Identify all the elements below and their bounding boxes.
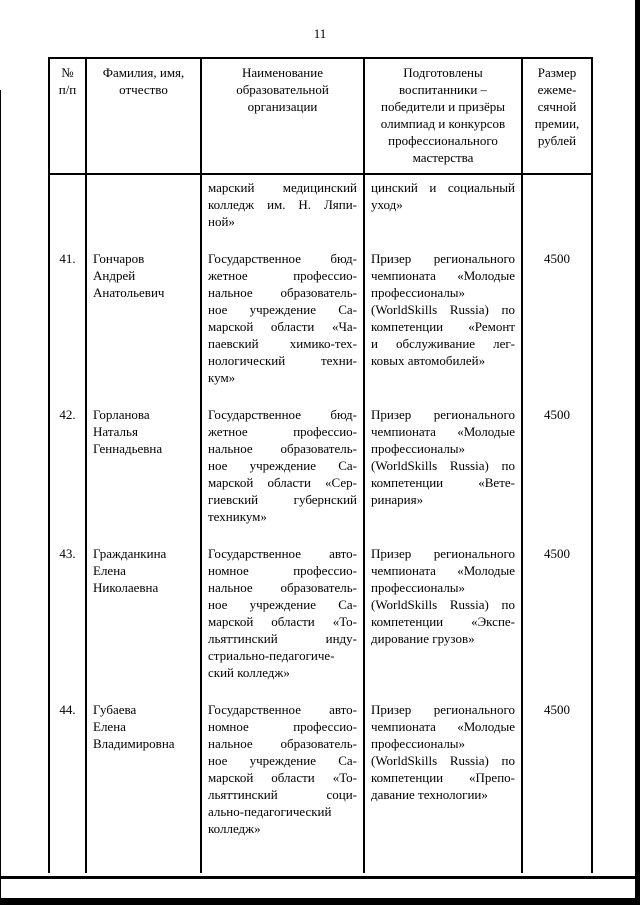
text-line: Призер регионального xyxy=(371,546,515,561)
cell-organization xyxy=(201,402,364,541)
cell-organization xyxy=(201,246,364,402)
table-filler-row xyxy=(49,853,592,873)
text-line: льяттинский инду- xyxy=(208,631,357,646)
cell-achievement xyxy=(364,697,522,853)
table-header-row xyxy=(49,58,592,174)
text-line: Подготовлены xyxy=(403,65,483,80)
text-line: Размер xyxy=(537,65,577,80)
cell-empty xyxy=(364,853,522,873)
text-line: Губаева xyxy=(93,702,137,717)
text-line: профессионалы» xyxy=(371,441,466,456)
cell-num: 42. xyxy=(49,402,86,541)
text-line: Призер регионального xyxy=(371,702,515,717)
cell-name xyxy=(86,246,201,402)
text-line: марской области «То- xyxy=(208,770,357,785)
text-line: ное учреждение Са- xyxy=(208,302,357,317)
text-line: Наталья xyxy=(93,424,138,439)
cell-amount: 4500 xyxy=(522,541,592,697)
text-line: профессионалы» xyxy=(371,736,466,751)
text-line: (WorldSkills Russia) по xyxy=(371,302,515,317)
page-number: 11 xyxy=(313,26,327,41)
text-line: Елена xyxy=(93,719,126,734)
text-line: Призер регионального xyxy=(371,407,515,422)
text-line: жетное профессио- xyxy=(208,424,357,439)
text-line: ное учреждение Са- xyxy=(208,753,357,768)
cell-name xyxy=(86,697,201,853)
text-line: Государственное бюд- xyxy=(208,407,357,422)
text-line: компетенции «Экспе- xyxy=(371,614,515,629)
text-line: жетное профессио- xyxy=(208,268,357,283)
cell-achievement xyxy=(364,246,522,402)
text-line: уход» xyxy=(371,197,403,212)
text-line: ринария» xyxy=(371,492,424,507)
cell-num: 44. xyxy=(49,697,86,853)
header-amount xyxy=(522,58,592,174)
text-line: марской области «Сер- xyxy=(208,475,357,490)
text-line: и обслуживание лег- xyxy=(371,336,515,351)
text-line: Елена xyxy=(93,563,126,578)
table-row xyxy=(49,246,592,402)
text-line: Призер регионального xyxy=(371,251,515,266)
text-line: (WorldSkills Russia) по xyxy=(371,597,515,612)
cell-empty xyxy=(86,853,201,873)
text-line: образовательной xyxy=(236,82,329,97)
text-line: ное учреждение Са- xyxy=(208,458,357,473)
header-org xyxy=(201,58,364,174)
text-line: Государственное авто- xyxy=(208,702,357,717)
text-line: марской области «То- xyxy=(208,614,357,629)
header-prize xyxy=(364,58,522,174)
scan-edge-left xyxy=(0,90,1,905)
text-line: Николаевна xyxy=(93,580,159,595)
cell-num: 43. xyxy=(49,541,86,697)
text-line: п/п xyxy=(58,82,77,97)
cell-name xyxy=(86,402,201,541)
cell-achievement xyxy=(364,541,522,697)
text-line: ковых автомобилей» xyxy=(371,353,486,368)
text-line: номное профессио- xyxy=(208,563,357,578)
text-line: Владимировна xyxy=(93,736,175,751)
cell-achievement xyxy=(364,174,522,246)
text-line: воспитанники – xyxy=(398,82,488,97)
text-line: организации xyxy=(247,99,318,114)
text-line: Наименование xyxy=(242,65,323,80)
text-line: гиевский губернский xyxy=(208,492,357,507)
text-line: олимпиад и конкурсов xyxy=(380,116,506,131)
text-line: ский колледж» xyxy=(208,665,290,680)
table-row xyxy=(49,174,592,246)
cell-organization xyxy=(201,697,364,853)
text-line: чемпионата «Молодые xyxy=(371,424,515,439)
cell-organization xyxy=(201,174,364,246)
text-line: нологический техни- xyxy=(208,353,357,368)
cell-amount: 4500 xyxy=(522,246,592,402)
text-line: Геннадьевна xyxy=(93,441,163,456)
text-line: нальное образователь- xyxy=(208,285,357,300)
page-bottom-rule xyxy=(0,876,640,879)
cell-amount xyxy=(522,174,592,246)
text-line: ежеме- xyxy=(537,82,577,97)
text-line: номное профессио- xyxy=(208,719,357,734)
text-line: паевский химико-тех- xyxy=(208,336,357,351)
text-line: давание технологии» xyxy=(371,787,488,802)
text-line: колледж им. Н. Ляпи- xyxy=(208,197,357,212)
cell-name xyxy=(86,541,201,697)
text-line: чемпионата «Молодые xyxy=(371,563,515,578)
cell-num: 41. xyxy=(49,246,86,402)
text-line: профессионального xyxy=(388,133,498,148)
table-body xyxy=(49,174,592,873)
text-line: Гончаров xyxy=(93,251,145,266)
text-line: ное учреждение Са- xyxy=(208,597,357,612)
text-line: Андрей xyxy=(93,268,136,283)
text-line: техникум» xyxy=(208,509,267,524)
text-line: мастерства xyxy=(412,150,474,165)
cell-achievement xyxy=(364,402,522,541)
cell-empty xyxy=(49,853,86,873)
table-row xyxy=(49,697,592,853)
table-row xyxy=(49,541,592,697)
text-line: (WorldSkills Russia) по xyxy=(371,458,515,473)
cell-amount: 4500 xyxy=(522,697,592,853)
text-line: премии, xyxy=(534,116,580,131)
text-line: стриально-педагогиче- xyxy=(208,648,335,663)
text-line: чемпионата «Молодые xyxy=(371,268,515,283)
text-line: нальное образователь- xyxy=(208,580,357,595)
scan-edge-right xyxy=(635,0,640,905)
text-line: ной» xyxy=(208,214,235,229)
header-num xyxy=(49,58,86,174)
text-line: профессионалы» xyxy=(371,285,466,300)
text-line: (WorldSkills Russia) по xyxy=(371,753,515,768)
text-line: Фамилия, имя, xyxy=(102,65,185,80)
text-line: компетенции «Ремонт xyxy=(371,319,515,334)
text-line: компетенции «Препо- xyxy=(371,770,515,785)
cell-name xyxy=(86,174,201,246)
text-line: нальное образователь- xyxy=(208,441,357,456)
text-line: Анатольевич xyxy=(93,285,165,300)
text-line: цинский и социальный xyxy=(371,180,515,195)
text-line: нальное образователь- xyxy=(208,736,357,751)
text-line: кум» xyxy=(208,370,236,385)
header-name xyxy=(86,58,201,174)
text-line: марский медицинский xyxy=(208,180,357,195)
cell-empty xyxy=(522,853,592,873)
text-line: ально-педагогический xyxy=(208,804,332,819)
text-line: Государственное бюд- xyxy=(208,251,357,266)
text-line: льяттинский соци- xyxy=(208,787,357,802)
records-table xyxy=(48,57,593,873)
text-line: профессионалы» xyxy=(371,580,466,595)
text-line: рублей xyxy=(537,133,577,148)
text-line: чемпионата «Молодые xyxy=(371,719,515,734)
text-line: марской области «Ча- xyxy=(208,319,357,334)
text-line: дирование грузов» xyxy=(371,631,475,646)
cell-organization xyxy=(201,541,364,697)
table-row xyxy=(49,402,592,541)
text-line: компетенции «Вете- xyxy=(371,475,515,490)
text-line: Государственное авто- xyxy=(208,546,357,561)
text-line: Горланова xyxy=(93,407,150,422)
text-line: сячной xyxy=(537,99,577,114)
text-line: колледж» xyxy=(208,821,261,836)
text-line: Гражданкина xyxy=(93,546,167,561)
text-line: № xyxy=(61,65,74,80)
scan-edge-bottom xyxy=(0,898,640,905)
text-line: победители и призёры xyxy=(381,99,505,114)
cell-amount: 4500 xyxy=(522,402,592,541)
text-line: отчество xyxy=(119,82,168,97)
cell-empty xyxy=(201,853,364,873)
cell-num xyxy=(49,174,86,246)
